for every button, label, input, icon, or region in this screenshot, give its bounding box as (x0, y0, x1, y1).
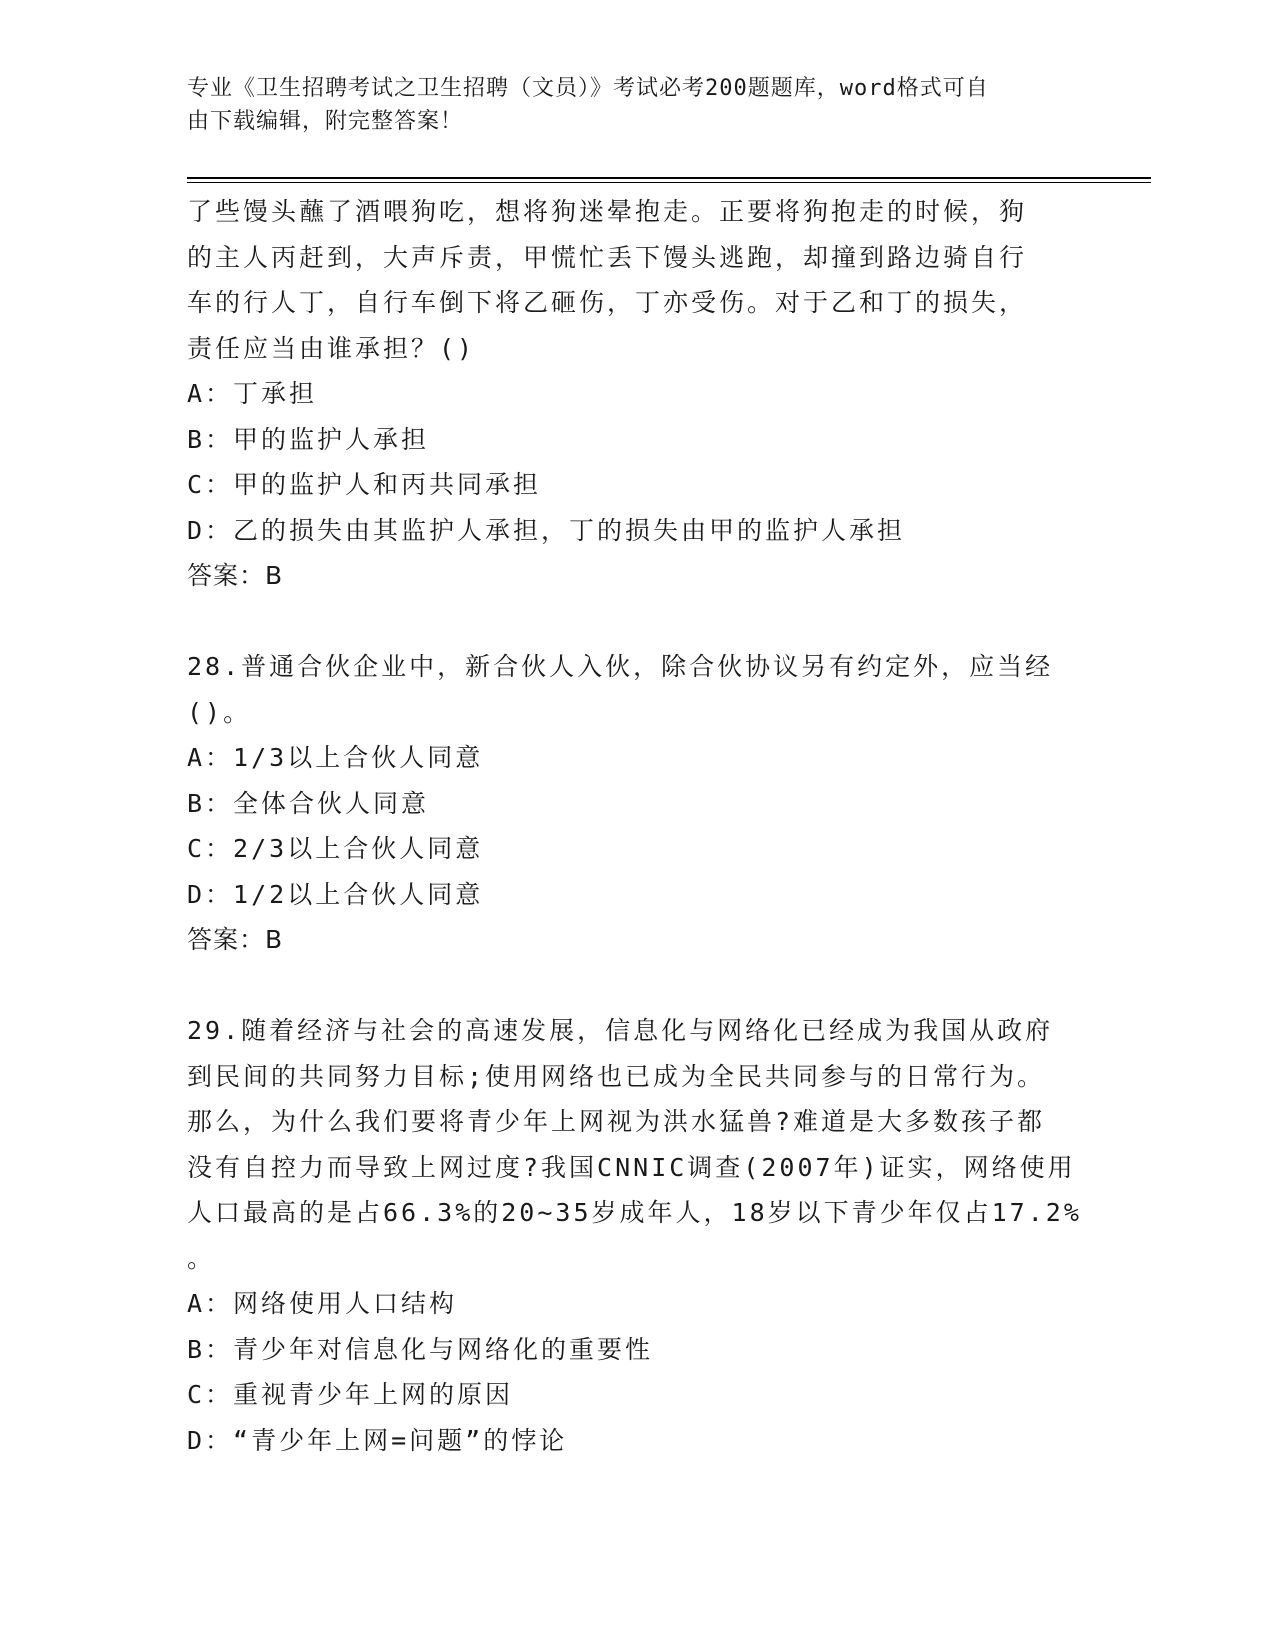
option-c: C：重视青少年上网的原因 (187, 1380, 514, 1409)
option-d: D：乙的损失由其监护人承担，丁的损失由甲的监护人承担 (187, 515, 906, 545)
question-27 (187, 189, 1087, 599)
question-stem-line: 了些馒头蘸了酒喂狗吃，想将狗迷晕抱走。正要将狗抱走的时候，狗 (187, 197, 1028, 226)
document-header (187, 72, 1067, 138)
option-b: B：甲的监护人承担 (187, 424, 430, 454)
question-stem-line: 到民间的共同努力目标;使用网络也已成为全民共同参与的日常行为。 (187, 1061, 1046, 1091)
question-stem-line: 责任应当由谁承担？() (187, 333, 476, 363)
header-line-1: 专业《卫生招聘考试之卫生招聘（文员）》考试必考200题题库，word格式可自 (187, 76, 989, 101)
header-divider-thick (187, 177, 1151, 179)
question-29 (187, 1008, 1087, 1463)
option-b: B：全体合伙人同意 (187, 788, 430, 818)
option-a: A：网络使用人口结构 (187, 1289, 458, 1318)
question-stem-line: 人口最高的是占66.3%的20~35岁成年人，18岁以下青少年仅占17.2% (187, 1198, 1082, 1227)
option-c: C：甲的监护人和丙共同承担 (187, 470, 542, 499)
option-a: A：1/3以上合伙人同意 (187, 743, 484, 772)
answer-line: 答案：B (187, 561, 284, 590)
header-divider-thin (187, 182, 1151, 183)
question-stem-line: 的主人丙赶到，大声斥责，甲慌忙丢下馒头逃跑，却撞到路边骑自行 (187, 242, 1028, 272)
option-a: A：丁承担 (187, 379, 318, 408)
option-d: D：“青少年上网=问题”的悖论 (187, 1425, 568, 1455)
question-stem-line: 。 (187, 1243, 216, 1273)
spacer (187, 599, 1087, 645)
question-stem-line: 没有自控力而导致上网过度?我国CNNIC调查(2007年)证实，网络使用 (187, 1152, 1076, 1182)
question-stem-line: 那么，为什么我们要将青少年上网视为洪水猛兽?难道是大多数孩子都 (187, 1107, 1046, 1136)
option-b: B：青少年对信息化与网络化的重要性 (187, 1334, 654, 1364)
question-28 (187, 644, 1087, 963)
document-body (187, 189, 1087, 1463)
answer-line: 答案：B (187, 925, 284, 954)
question-stem-line: 29.随着经济与社会的高速发展，信息化与网络化已经成为我国从政府 (187, 1016, 1054, 1045)
question-stem-line: 28.普通合伙企业中，新合伙人入伙，除合伙协议另有约定外，应当经 (187, 652, 1054, 681)
question-stem-line: ()。 (187, 697, 252, 727)
spacer (187, 963, 1087, 1009)
option-c: C：2/3以上合伙人同意 (187, 834, 484, 863)
header-line-2: 由下载编辑，附完整答案！ (187, 109, 464, 134)
option-d: D：1/2以上合伙人同意 (187, 879, 484, 909)
question-stem-line: 车的行人丁，自行车倒下将乙砸伤，丁亦受伤。对于乙和丁的损失， (187, 288, 1028, 317)
